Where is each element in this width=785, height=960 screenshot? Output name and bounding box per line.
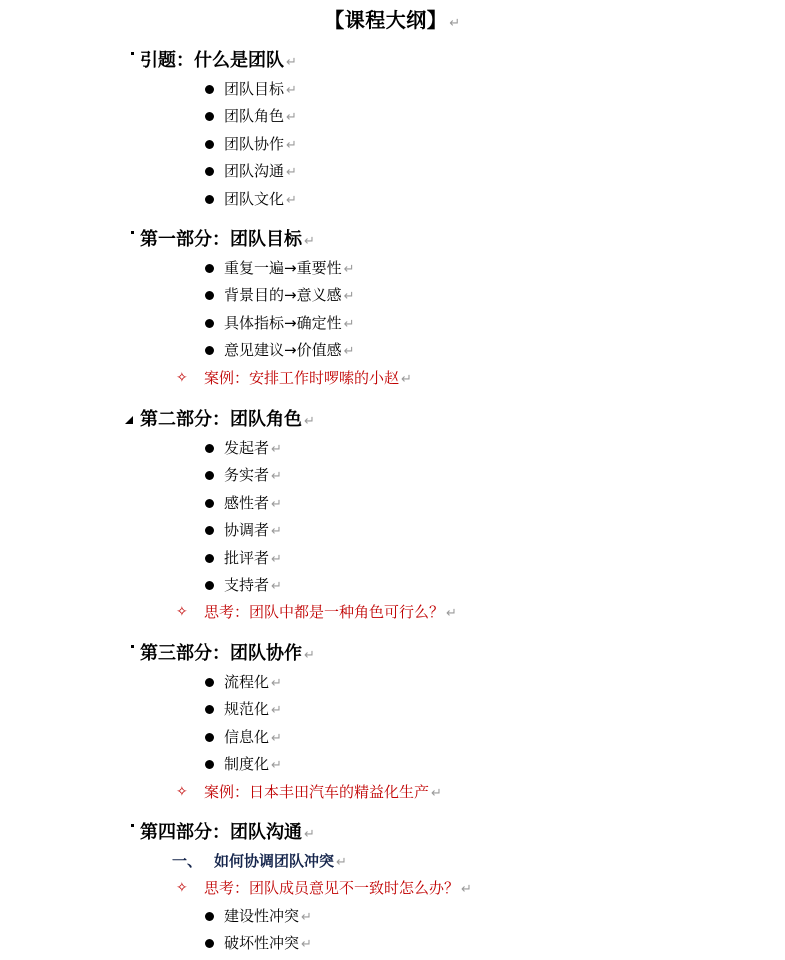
list-item	[0, 751, 785, 778]
diamond-outline-icon: ✧	[176, 880, 188, 897]
list-item	[0, 310, 785, 337]
item-text: 规范化	[224, 700, 270, 719]
bullet-dot-icon	[205, 939, 214, 948]
diamond-outline-icon: ✧	[176, 369, 188, 386]
item-text: 团队目标	[224, 80, 285, 98]
item-text: 流程化	[224, 673, 270, 691]
list-item	[0, 669, 785, 696]
item-text: 如何协调团队冲突	[214, 852, 335, 870]
list-item	[0, 490, 785, 517]
bullet-dot-icon	[205, 346, 214, 355]
paragraph-return-icon: ↵	[286, 165, 297, 181]
paragraph-return-icon: ↵	[271, 469, 282, 485]
paragraph-return-icon: ↵	[304, 414, 315, 429]
paragraph-return-icon: ↵	[286, 137, 297, 153]
paragraph-return-icon: ↵	[301, 909, 312, 925]
diamond-outline-icon: ✧	[176, 604, 188, 621]
item-text: 制度化	[224, 755, 270, 774]
case-item	[0, 875, 785, 902]
item-text: 背景目的→意义感	[224, 286, 342, 305]
page-title-text: 【课程大纲】	[324, 8, 448, 32]
item-text: 破坏性冲突	[224, 934, 300, 953]
item-text: 建设性冲突	[224, 906, 300, 925]
paragraph-return-icon: ↵	[431, 785, 442, 801]
list-item	[0, 545, 785, 572]
section-heading-text: 第一部分：团队目标	[140, 229, 302, 250]
bullet-dot-icon	[205, 554, 214, 563]
paragraph-return-icon: ↵	[271, 551, 282, 567]
paragraph-return-icon: ↵	[343, 289, 355, 305]
paragraph-return-icon: ↵	[271, 496, 282, 512]
paragraph-return-icon: ↵	[271, 676, 282, 691]
section-heading[interactable]	[0, 225, 785, 255]
paragraph-return-icon: ↵	[286, 192, 297, 208]
section-heading[interactable]	[0, 405, 785, 435]
list-item	[0, 103, 785, 130]
bullet-dot-icon	[205, 760, 214, 769]
list-item	[0, 930, 785, 957]
bullet-dot-icon	[205, 912, 214, 921]
list-item	[0, 337, 785, 364]
section-heading[interactable]	[0, 818, 785, 848]
bullet-dot-icon	[205, 319, 214, 328]
bullet-dot-icon	[205, 526, 214, 535]
subheading-number: 一、	[172, 852, 203, 870]
outline-section	[0, 405, 785, 627]
page-title	[0, 4, 785, 33]
bullet-dot-icon	[205, 112, 214, 121]
heading-marker-icon	[131, 824, 134, 827]
item-text: 案例：安排工作时啰嗦的小赵	[204, 368, 400, 387]
paragraph-return-icon: ↵	[286, 83, 297, 98]
bullet-dot-icon	[205, 678, 214, 687]
diamond-outline-icon: ✧	[176, 783, 188, 800]
heading-marker-icon	[131, 645, 134, 648]
paragraph-return-icon: ↵	[343, 316, 355, 332]
list-item	[0, 158, 785, 185]
section-heading[interactable]	[0, 639, 785, 669]
heading-marker-icon	[131, 231, 134, 234]
item-text: 具体指标→确定性	[224, 313, 342, 332]
paragraph-return-icon: ↵	[271, 578, 282, 594]
bullet-dot-icon	[205, 140, 214, 149]
item-text: 发起者	[224, 439, 270, 457]
bullet-dot-icon	[205, 167, 214, 176]
item-text: 批评者	[224, 548, 270, 567]
paragraph-return-icon: ↵	[301, 937, 312, 953]
item-text: 团队沟通	[224, 162, 285, 181]
item-text: 思考：团队中都是一种角色可行么？	[204, 603, 445, 622]
paragraph-return-icon: ↵	[304, 648, 315, 663]
bullet-dot-icon	[205, 471, 214, 480]
item-text: 感性者	[224, 493, 270, 512]
bullet-dot-icon	[205, 195, 214, 204]
list-item	[0, 255, 785, 282]
outline-section	[0, 818, 785, 958]
list-item	[0, 435, 785, 462]
list-item	[0, 462, 785, 489]
outline-section	[0, 639, 785, 806]
paragraph-return-icon: ↵	[449, 16, 461, 31]
paragraph-return-icon: ↵	[304, 234, 315, 249]
list-item	[0, 903, 785, 930]
item-text: 团队协作	[224, 134, 285, 153]
numbered-subheading	[0, 848, 785, 875]
bullet-dot-icon	[205, 705, 214, 714]
paragraph-return-icon: ↵	[446, 606, 457, 622]
paragraph-return-icon: ↵	[343, 344, 355, 360]
paragraph-return-icon: ↵	[271, 524, 282, 540]
section-heading-text: 第二部分：团队角色	[140, 409, 302, 430]
list-item	[0, 76, 785, 103]
paragraph-return-icon: ↵	[304, 827, 315, 842]
item-text: 信息化	[224, 727, 270, 746]
bullet-dot-icon	[205, 85, 214, 94]
list-item	[0, 572, 785, 599]
list-item	[0, 517, 785, 544]
bullet-dot-icon	[205, 264, 214, 273]
paragraph-return-icon: ↵	[343, 262, 355, 277]
list-item	[0, 186, 785, 213]
item-text: 重复一遍→重要性	[224, 259, 342, 277]
item-text: 团队文化	[224, 189, 285, 208]
paragraph-return-icon: ↵	[271, 730, 282, 746]
item-text: 团队角色	[224, 107, 285, 126]
item-text: 思考：团队成员意见不一致时怎么办？	[204, 879, 460, 898]
paragraph-return-icon: ↵	[286, 110, 297, 126]
case-item	[0, 779, 785, 806]
paragraph-return-icon: ↵	[461, 882, 472, 898]
section-heading-text: 第三部分：团队协作	[140, 643, 302, 664]
item-text: 案例：日本丰田汽车的精益化生产	[204, 782, 430, 801]
bullet-dot-icon	[205, 444, 214, 453]
paragraph-return-icon: ↵	[271, 758, 282, 774]
outline-section	[0, 46, 785, 213]
section-heading-text: 引题：什么是团队	[140, 50, 284, 71]
heading-marker-icon	[131, 52, 134, 55]
paragraph-return-icon: ↵	[401, 371, 412, 387]
section-heading-text: 第四部分：团队沟通	[140, 822, 302, 843]
paragraph-return-icon: ↵	[271, 703, 282, 719]
bullet-dot-icon	[205, 581, 214, 590]
paragraph-return-icon: ↵	[271, 442, 282, 457]
case-item	[0, 365, 785, 392]
item-text: 意见建议→价值感	[224, 341, 342, 360]
item-text: 协调者	[224, 521, 270, 540]
bullet-dot-icon	[205, 499, 214, 508]
bullet-dot-icon	[205, 733, 214, 742]
paragraph-return-icon: ↵	[336, 855, 347, 870]
item-text: 务实者	[224, 466, 270, 485]
section-heading[interactable]	[0, 46, 785, 76]
outline-section	[0, 225, 785, 392]
collapse-triangle-icon[interactable]	[125, 416, 133, 424]
list-item	[0, 724, 785, 751]
bullet-dot-icon	[205, 291, 214, 300]
case-item	[0, 599, 785, 626]
list-item	[0, 696, 785, 723]
list-item	[0, 282, 785, 309]
list-item	[0, 131, 785, 158]
item-text: 支持者	[224, 575, 270, 594]
paragraph-return-icon: ↵	[286, 55, 297, 70]
